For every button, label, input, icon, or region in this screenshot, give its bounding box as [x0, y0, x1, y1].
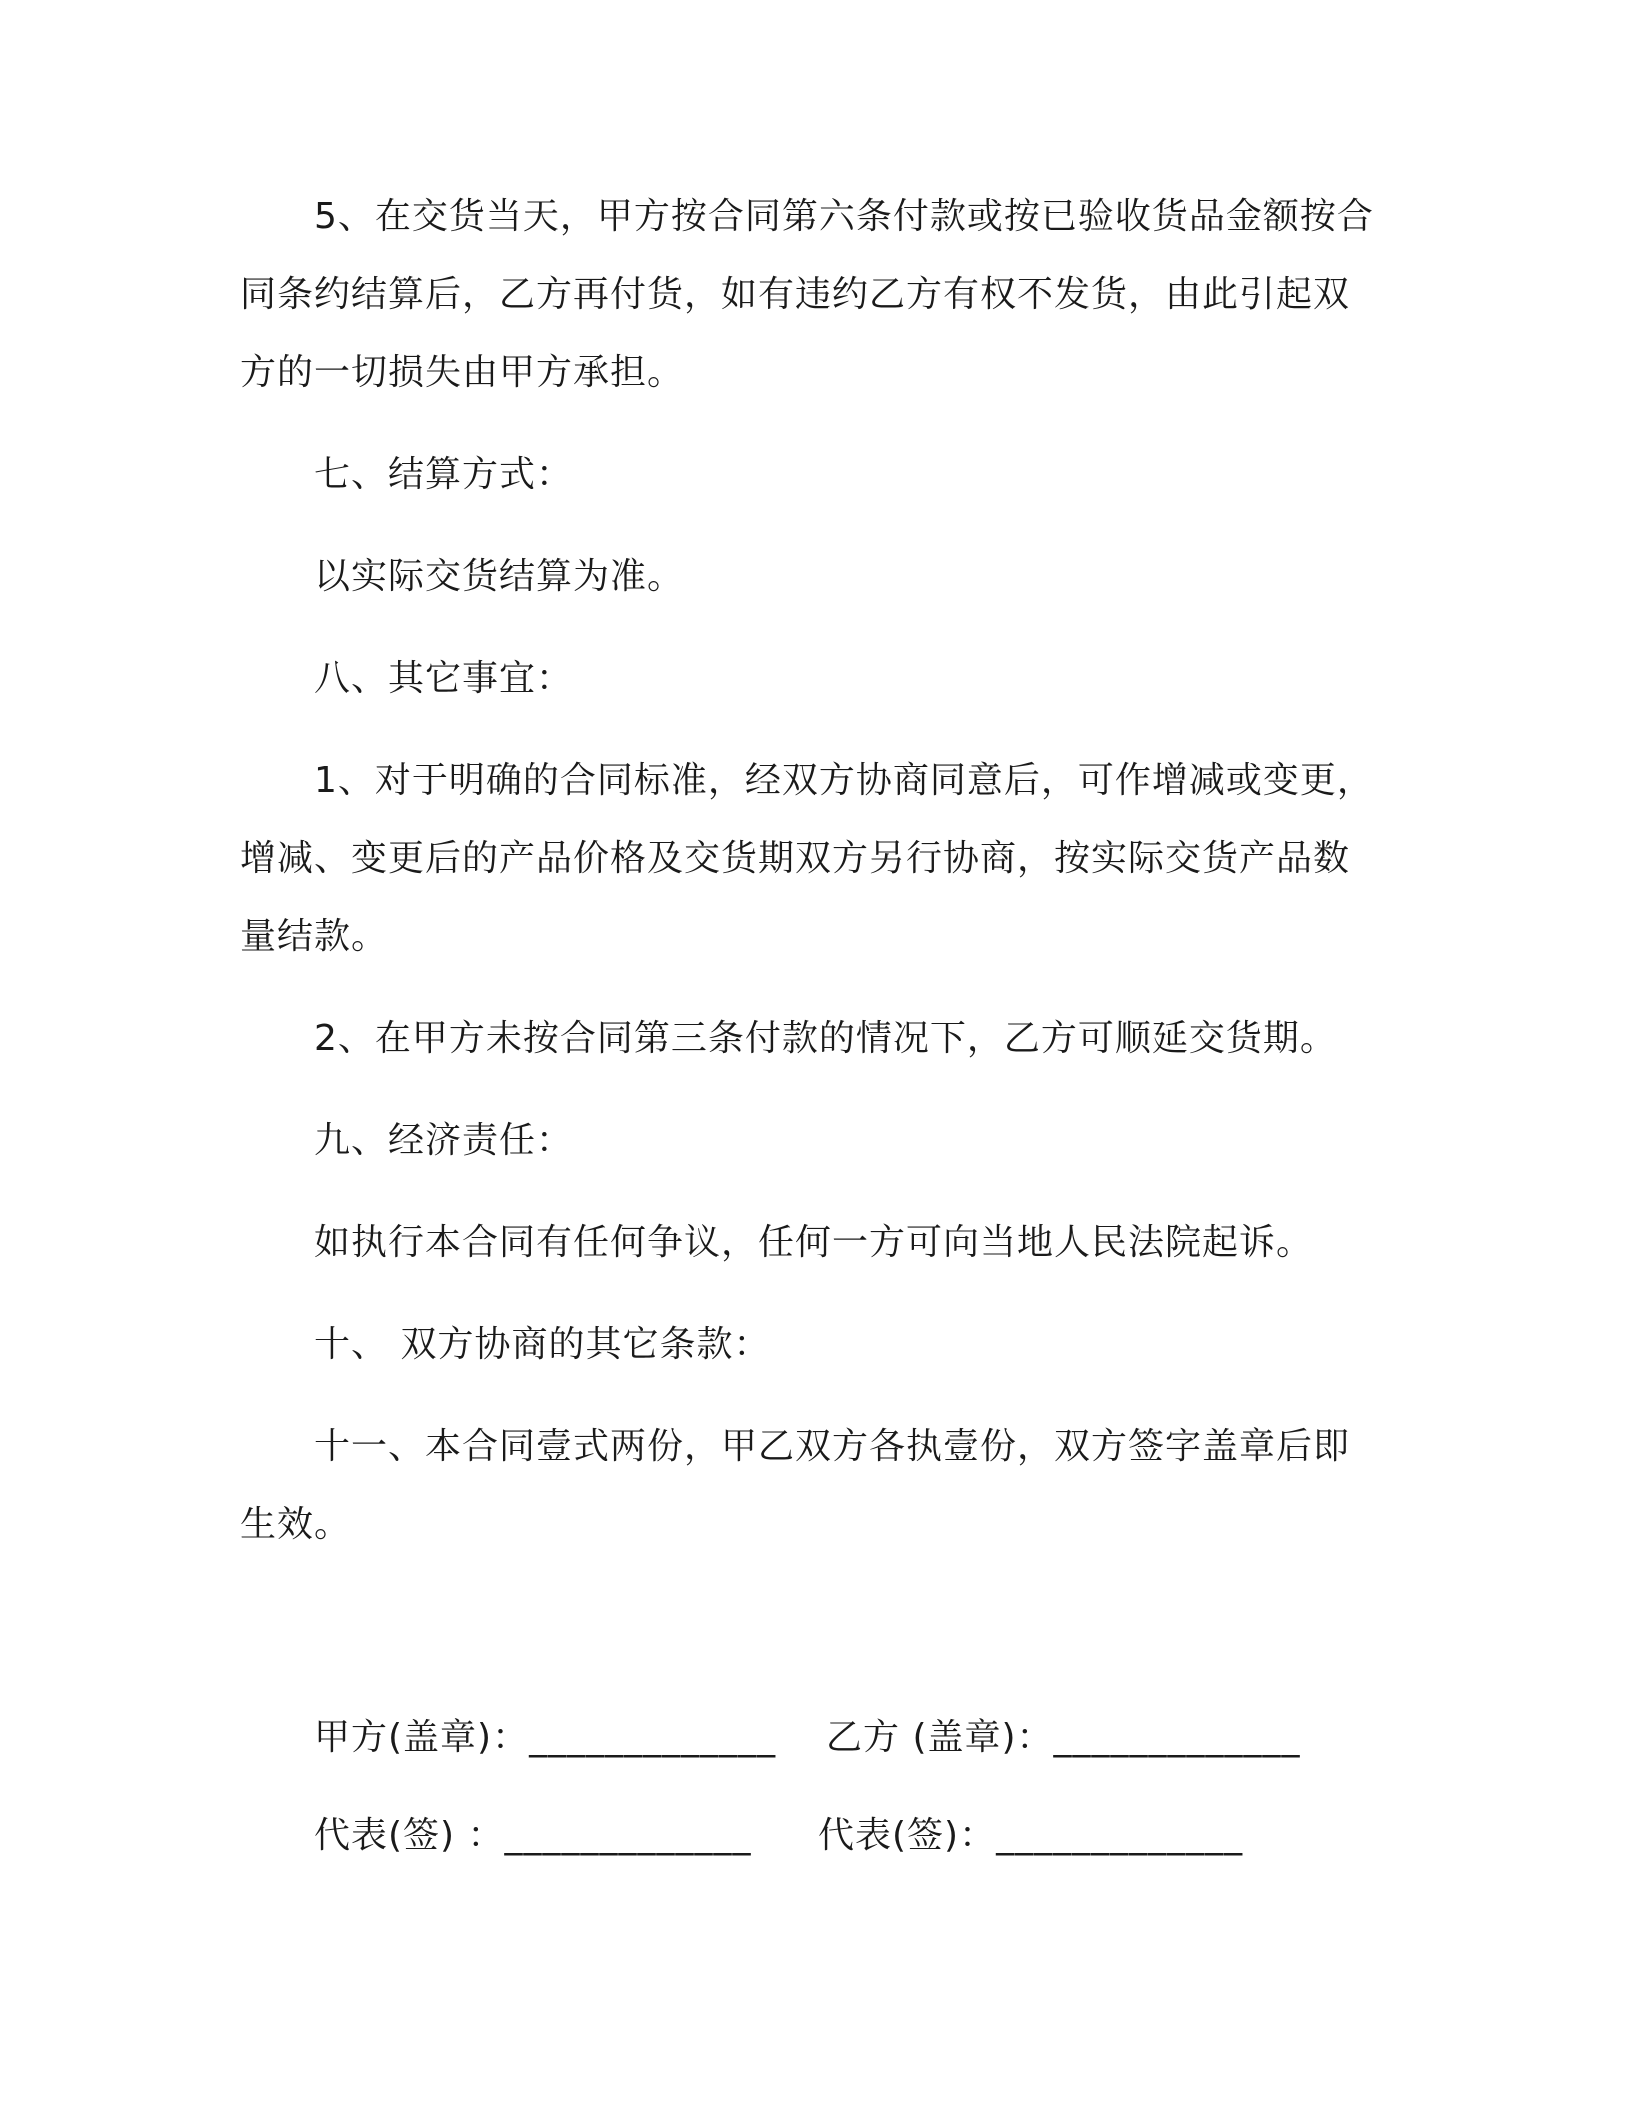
section-10-heading-text: 十、 双方协商的其它条款：: [314, 1324, 771, 1365]
clause-5-line-2: 同条约结算后，乙方再付货，如有违约乙方有权不发货，由此引起双: [240, 274, 1351, 315]
section-11-line-2: 生效。: [240, 1504, 352, 1545]
section-7-body-text: 以实际交货结算为准。: [314, 556, 685, 597]
section-9-heading-text: 九、经济责任：: [314, 1120, 574, 1161]
section-8-item-1-line-1: 1、对于明确的合同标准，经双方协商同意后，可作增减或变更，: [314, 760, 1374, 801]
clause-5-line-3: 方的一切损失由甲方承担。: [240, 352, 685, 393]
section-11-line-1: 十一、本合同壹式两份，甲乙双方各执壹份，双方签字盖章后即: [314, 1426, 1351, 1467]
section-8-item-1-line-2: 增减、变更后的产品价格及交货期双方另行协商，按实际交货产品数: [240, 838, 1351, 879]
party-b-seal-field: 乙方 (盖章)：_____________: [826, 1717, 1301, 1758]
clause-5: [240, 178, 1380, 412]
party-a-seal-field: 甲方(盖章)：_____________: [314, 1717, 777, 1758]
section-9-body: [240, 1204, 1380, 1282]
section-8-item-2: [240, 1000, 1380, 1078]
section-10-heading: [240, 1306, 1380, 1384]
section-8-heading: [240, 640, 1380, 718]
section-8-item-2-text: 2、在甲方未按合同第三条付款的情况下，乙方可顺延交货期。: [314, 1018, 1337, 1059]
section-7-heading: [240, 436, 1380, 514]
section-7-body: [240, 538, 1380, 616]
section-9-heading: [240, 1102, 1380, 1180]
section-9-body-text: 如执行本合同有任何争议，任何一方可向当地人民法院起诉。: [314, 1222, 1314, 1263]
party-b-representative-field: 代表(签)：_____________: [818, 1815, 1244, 1856]
party-a-representative-field: 代表(签) ：_____________: [314, 1815, 752, 1856]
section-11: [240, 1408, 1380, 1564]
clause-5-line-1: 5、在交货当天，甲方按合同第六条付款或按已验收货品金额按合: [314, 196, 1374, 237]
section-8-heading-text: 八、其它事宜：: [314, 658, 574, 699]
section-8-item-1: [240, 742, 1380, 976]
section-7-heading-text: 七、结算方式：: [314, 454, 574, 495]
section-8-item-1-line-3: 量结款。: [240, 916, 389, 957]
